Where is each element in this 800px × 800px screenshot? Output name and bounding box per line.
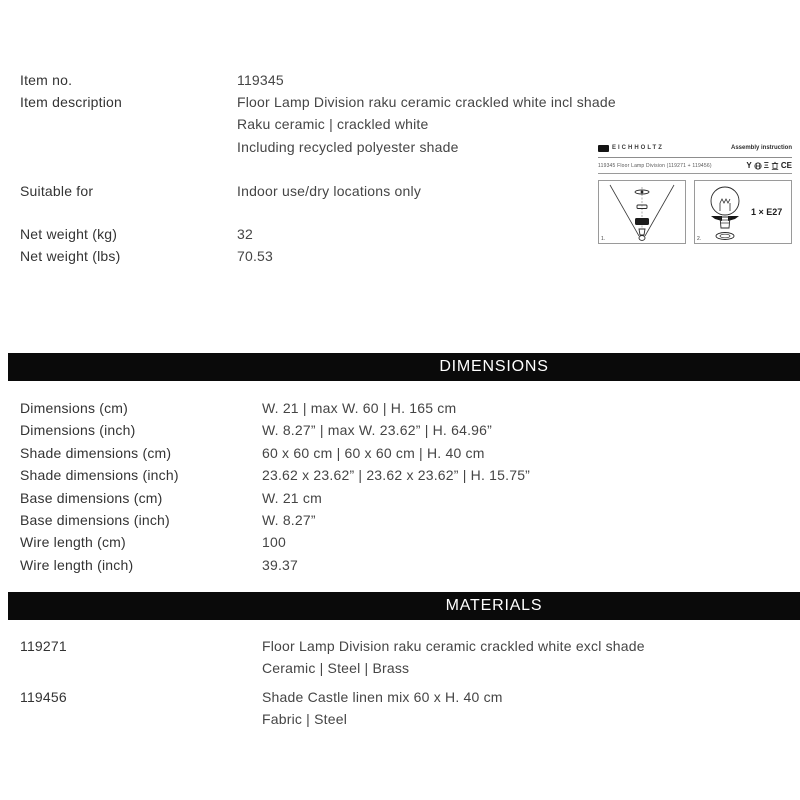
bulb-socket-label: 1 × E27: [751, 207, 783, 217]
table-row: [20, 419, 530, 441]
instruction-panels: [598, 180, 792, 244]
card-title: Assembly instruction: [730, 145, 792, 151]
dimension-value: W. 8.27”: [262, 512, 316, 529]
dimension-value: 60 x 60 cm | 60 x 60 cm | H. 40 cm: [262, 444, 485, 461]
dimensions-section-title: DIMENSIONS: [439, 358, 549, 375]
info-label: Net weight (kg): [20, 226, 118, 242]
bulb-panel: [694, 180, 792, 244]
eichholtz-logo-icon: [598, 145, 609, 152]
card-item-line: 119345 Floor Lamp Division (119271 + 119456): [598, 162, 712, 169]
dimension-value: W. 21 | max W. 60 | H. 165 cm: [262, 400, 457, 416]
material-composition: Fabric | Steel: [262, 711, 348, 728]
weee-bin-icon: [771, 161, 779, 170]
info-label: Item description: [20, 94, 123, 110]
info-value: 70.53: [237, 248, 274, 264]
brand-name: EICHHOLTZ: [612, 145, 664, 151]
materials-section-bar: [8, 592, 800, 620]
dimension-label: Dimensions (cm): [20, 400, 129, 416]
dimension-label: Base dimensions (cm): [20, 489, 163, 506]
table-row: [20, 464, 530, 486]
info-row-net-weight-lbs: [20, 245, 273, 267]
ce-mark: CE: [780, 160, 792, 170]
info-value: Floor Lamp Division raku ceramic crackled white incl shade: [237, 94, 616, 110]
step-number: 1.: [601, 236, 606, 242]
dimension-label: Base dimensions (inch): [20, 512, 170, 529]
material-item-no: 119271: [20, 638, 67, 654]
card-subheader: [598, 158, 792, 174]
info-value: Indoor use/dry locations only: [237, 183, 422, 199]
info-value: Raku ceramic | crackled white: [237, 116, 429, 133]
certification-marks: [746, 161, 792, 170]
step-number: 2.: [697, 236, 702, 242]
table-row: [20, 531, 530, 553]
class-symbol: Ξ: [763, 160, 769, 170]
table-row: [20, 442, 530, 464]
dimension-label: Wire length (inch): [20, 556, 134, 573]
dimension-label: Wire length (cm): [20, 534, 126, 551]
info-row-item-no: [20, 69, 284, 91]
hang-symbol: Y: [746, 160, 752, 170]
dimension-value: 100: [262, 534, 286, 551]
dimension-value: 39.37: [262, 556, 299, 573]
materials-section-title: MATERIALS: [445, 597, 543, 614]
card-header: [598, 140, 792, 158]
table-row: [20, 686, 645, 731]
info-value: Including recycled polyester shade: [237, 138, 459, 155]
material-composition: Ceramic | Steel | Brass: [262, 660, 410, 677]
materials-table: [20, 635, 645, 731]
table-row: [20, 397, 530, 419]
table-row: [20, 635, 645, 680]
dimension-label: Shade dimensions (cm): [20, 444, 172, 461]
info-label: Net weight (lbs): [20, 248, 121, 264]
material-description: Shade Castle linen mix 60 x H. 40 cm: [262, 688, 503, 705]
dimensions-table: [20, 397, 530, 576]
dimensions-section-bar: [8, 353, 800, 381]
dimension-value: W. 21 cm: [262, 489, 322, 506]
lamp-assembly-diagram: [599, 181, 685, 243]
info-value: 119345: [237, 72, 284, 88]
table-row: [20, 509, 530, 531]
info-label: Item no.: [20, 72, 73, 88]
info-row-net-weight-kg: [20, 223, 253, 245]
assembly-diagram-panel: [598, 180, 686, 244]
dimension-label: Dimensions (inch): [20, 422, 136, 439]
dimension-value: 23.62 x 23.62” | 23.62 x 23.62” | H. 15.75”: [262, 467, 531, 484]
dimension-value: W. 8.27” | max W. 23.62” | H. 64.96”: [262, 422, 493, 439]
globe-icon: [754, 162, 762, 170]
material-item-no: 119456: [20, 688, 67, 705]
info-label: Suitable for: [20, 183, 94, 199]
table-row: [20, 487, 530, 509]
info-row-suitable-for: [20, 180, 421, 202]
dimension-label: Shade dimensions (inch): [20, 467, 179, 484]
info-row-item-description: [20, 91, 616, 158]
info-value: 32: [237, 226, 253, 242]
material-description: Floor Lamp Division raku ceramic crackled white excl shade: [262, 638, 645, 654]
table-row: [20, 554, 530, 576]
assembly-instruction-card: [598, 140, 792, 244]
light-bulb-icon: [695, 181, 753, 243]
